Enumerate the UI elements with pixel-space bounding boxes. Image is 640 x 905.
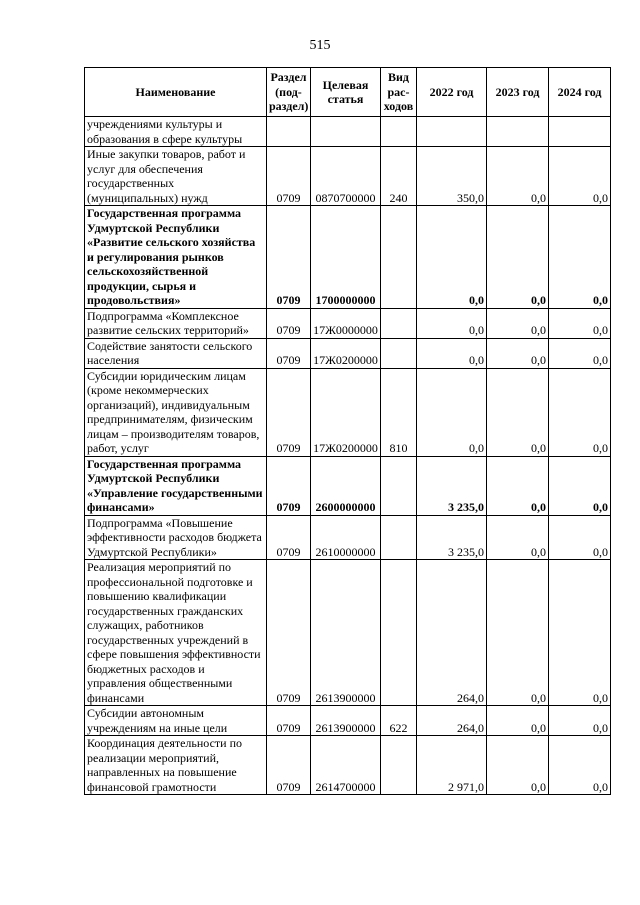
- cell-section: 0709: [267, 338, 311, 368]
- cell-2024: 0,0: [549, 368, 611, 456]
- cell-type: [381, 560, 417, 706]
- cell-type: [381, 515, 417, 560]
- cell-target: 17Ж0200000: [311, 368, 381, 456]
- table-header-row: [85, 68, 611, 117]
- cell-2022: 0,0: [417, 368, 487, 456]
- cell-2022: 3 235,0: [417, 515, 487, 560]
- cell-section: 0709: [267, 147, 311, 206]
- cell-2022: 2 971,0: [417, 736, 487, 795]
- cell-2023: 0,0: [487, 706, 549, 736]
- cell-2024: 0,0: [549, 147, 611, 206]
- table-row: [85, 147, 611, 206]
- table-body: [85, 117, 611, 795]
- table-row: [85, 456, 611, 515]
- table-row: [85, 706, 611, 736]
- cell-2023: [487, 117, 549, 147]
- cell-target: 2610000000: [311, 515, 381, 560]
- cell-2022: 0,0: [417, 308, 487, 338]
- cell-2022: 3 235,0: [417, 456, 487, 515]
- cell-type: [381, 206, 417, 309]
- header-target: Целевая статья: [311, 68, 381, 117]
- cell-2024: 0,0: [549, 560, 611, 706]
- cell-section: 0709: [267, 736, 311, 795]
- budget-table: [84, 67, 611, 795]
- cell-type: [381, 736, 417, 795]
- cell-2022: 264,0: [417, 560, 487, 706]
- header-section: Раздел (под-раздел): [267, 68, 311, 117]
- cell-name: Государственная программа Удмуртской Республики «Развитие сельского хозяйства и регулирования рынков сельскохозяйственной продукции, сырья и продовольствия»: [85, 206, 267, 309]
- cell-target: 2613900000: [311, 706, 381, 736]
- cell-2023: 0,0: [487, 368, 549, 456]
- cell-2024: 0,0: [549, 308, 611, 338]
- cell-type: 622: [381, 706, 417, 736]
- cell-2023: 0,0: [487, 560, 549, 706]
- cell-name: Субсидии автономным учреждениям на иные цели: [85, 706, 267, 736]
- header-name: Наименование: [85, 68, 267, 117]
- header-2023: 2023 год: [487, 68, 549, 117]
- cell-name: Подпрограмма «Комплексное развитие сельских территорий»: [85, 308, 267, 338]
- cell-target: 2613900000: [311, 560, 381, 706]
- cell-section: [267, 117, 311, 147]
- cell-2024: 0,0: [549, 338, 611, 368]
- cell-2024: 0,0: [549, 736, 611, 795]
- cell-type: [381, 456, 417, 515]
- cell-section: 0709: [267, 206, 311, 309]
- cell-type: 240: [381, 147, 417, 206]
- cell-2022: 350,0: [417, 147, 487, 206]
- header-type: Вид рас-ходов: [381, 68, 417, 117]
- cell-2023: 0,0: [487, 456, 549, 515]
- cell-2024: 0,0: [549, 515, 611, 560]
- cell-2024: 0,0: [549, 706, 611, 736]
- table-row: [85, 117, 611, 147]
- cell-target: 2600000000: [311, 456, 381, 515]
- cell-2023: 0,0: [487, 515, 549, 560]
- table-row: [85, 338, 611, 368]
- table-row: [85, 206, 611, 309]
- cell-2023: 0,0: [487, 308, 549, 338]
- cell-name: Субсидии юридическим лицам (кроме некоммерческих организаций), индивидуальным предпринимателям, физическим лицам – производителям товаров, работ, услуг: [85, 368, 267, 456]
- cell-2024: 0,0: [549, 456, 611, 515]
- cell-target: 2614700000: [311, 736, 381, 795]
- cell-2023: 0,0: [487, 206, 549, 309]
- cell-name: Содействие занятости сельского населения: [85, 338, 267, 368]
- cell-2022: 0,0: [417, 206, 487, 309]
- cell-type: [381, 117, 417, 147]
- cell-2024: [549, 117, 611, 147]
- cell-target: 17Ж0000000: [311, 308, 381, 338]
- cell-section: 0709: [267, 560, 311, 706]
- cell-type: [381, 338, 417, 368]
- cell-target: 0870700000: [311, 147, 381, 206]
- cell-section: 0709: [267, 308, 311, 338]
- cell-2023: 0,0: [487, 338, 549, 368]
- cell-type: [381, 308, 417, 338]
- header-2024: 2024 год: [549, 68, 611, 117]
- table-row: [85, 368, 611, 456]
- cell-name: Иные закупки товаров, работ и услуг для обеспечения государственных (муниципальных) нужд: [85, 147, 267, 206]
- cell-name: учреждениями культуры и образования в сфере культуры: [85, 117, 267, 147]
- cell-type: 810: [381, 368, 417, 456]
- cell-section: 0709: [267, 515, 311, 560]
- cell-target: 1700000000: [311, 206, 381, 309]
- cell-target: 17Ж0200000: [311, 338, 381, 368]
- table-row: [85, 515, 611, 560]
- table-row: [85, 736, 611, 795]
- cell-name: Подпрограмма «Повышение эффективности расходов бюджета Удмуртской Республики»: [85, 515, 267, 560]
- table-row: [85, 560, 611, 706]
- cell-2022: 0,0: [417, 338, 487, 368]
- table-row: [85, 308, 611, 338]
- header-2022: 2022 год: [417, 68, 487, 117]
- cell-2023: 0,0: [487, 147, 549, 206]
- cell-section: 0709: [267, 706, 311, 736]
- cell-2022: 264,0: [417, 706, 487, 736]
- cell-section: 0709: [267, 456, 311, 515]
- page-number: 515: [309, 38, 331, 53]
- cell-name: Государственная программа Удмуртской Республики «Управление государственными финансами»: [85, 456, 267, 515]
- cell-name: Координация деятельности по реализации мероприятий, направленных на повышение финансовой грамотности: [85, 736, 267, 795]
- cell-name: Реализация мероприятий по профессиональной подготовке и повышению квалификации государственных гражданских служащих, работников государственных учреждений в сфере повышения эффективности бюджетных расходов и управления общественными финансами: [85, 560, 267, 706]
- cell-2024: 0,0: [549, 206, 611, 309]
- cell-2023: 0,0: [487, 736, 549, 795]
- cell-section: 0709: [267, 368, 311, 456]
- cell-target: [311, 117, 381, 147]
- cell-2022: [417, 117, 487, 147]
